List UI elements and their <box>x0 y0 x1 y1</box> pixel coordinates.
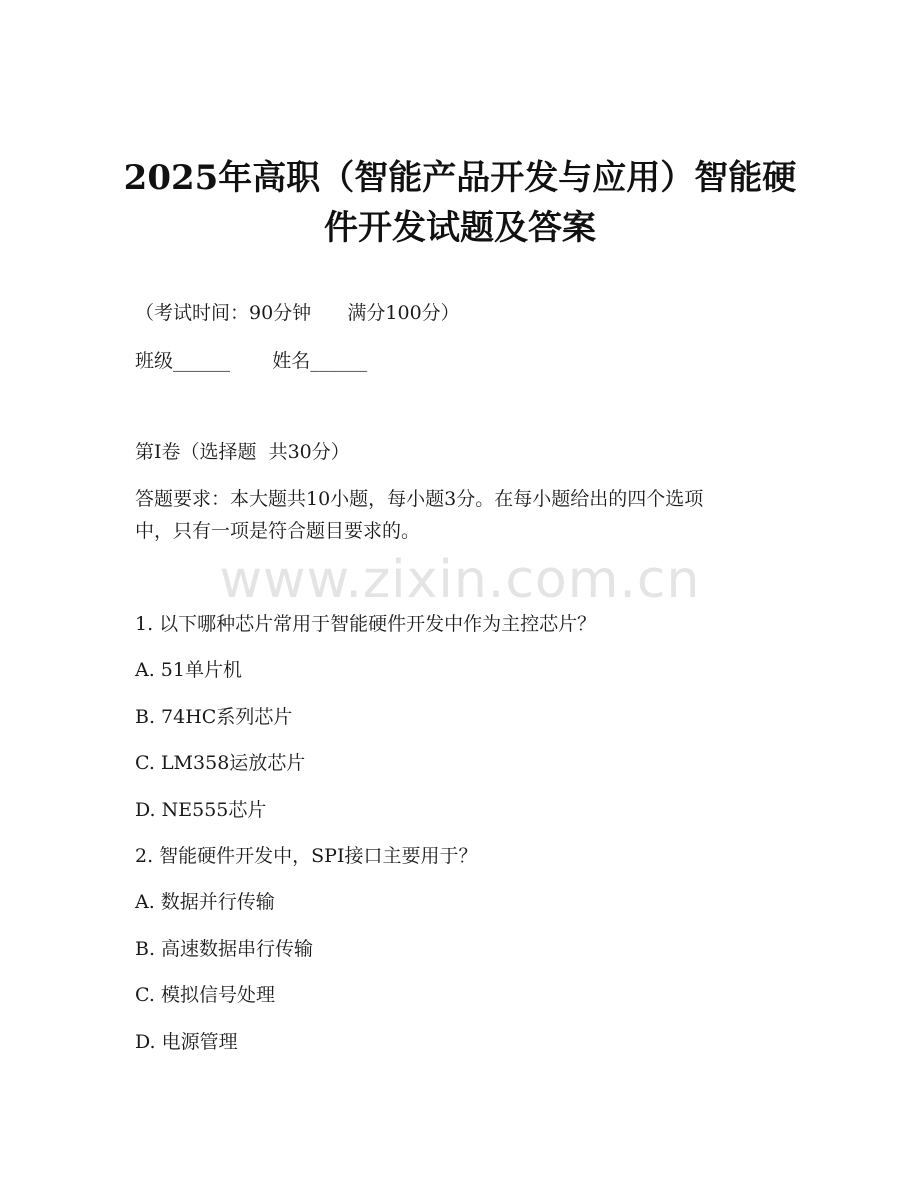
exam-info: （考试时间：90分钟 满分100分） <box>135 302 460 324</box>
section-heading: 第Ⅰ卷（选择题 共30分） <box>135 441 350 463</box>
question-1-option-d: D. NE555芯片 <box>135 799 267 821</box>
question-2-option-c: C. 模拟信号处理 <box>135 984 275 1006</box>
class-name-fields: 班级______ 姓名______ <box>135 350 368 372</box>
question-1-option-a: A. 51单片机 <box>135 659 242 681</box>
watermark: www.zixin.com.cn <box>219 550 701 610</box>
instructions-line-1: 答题要求：本大题共10小题，每小题3分。在每小题给出的四个选项 <box>135 488 704 510</box>
page-title-line-1: 2025年高职（智能产品开发与应用）智能硬 <box>123 158 797 198</box>
question-1-option-b: B. 74HC系列芯片 <box>135 706 293 728</box>
instructions-line-2: 中，只有一项是符合题目要求的。 <box>135 520 421 542</box>
question-1-stem: 1. 以下哪种芯片常用于智能硬件开发中作为主控芯片？ <box>135 613 597 635</box>
question-2-option-b: B. 高速数据串行传输 <box>135 938 314 960</box>
question-2-option-d: D. 电源管理 <box>135 1031 238 1053</box>
question-2-option-a: A. 数据并行传输 <box>135 891 275 913</box>
question-2-stem: 2. 智能硬件开发中，SPI接口主要用于？ <box>135 845 478 867</box>
question-1-option-c: C. LM358运放芯片 <box>135 752 306 774</box>
page-title-line-2: 件开发试题及答案 <box>324 208 596 248</box>
